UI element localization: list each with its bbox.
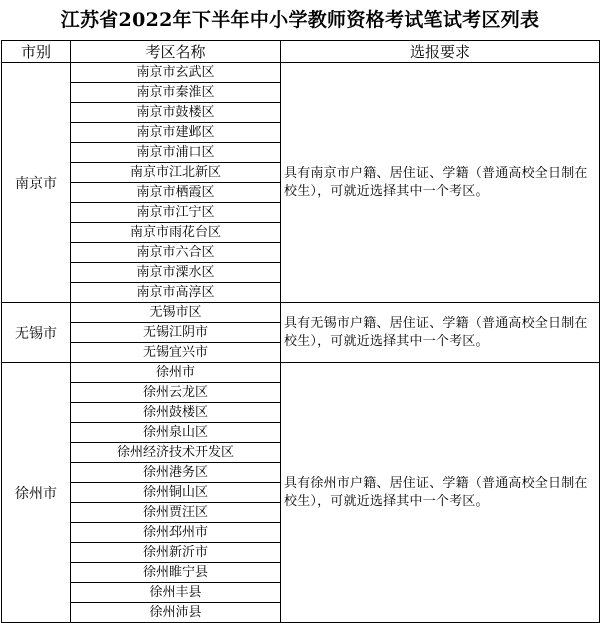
district-cell: 无锡江阴市 <box>71 323 281 343</box>
district-cell: 南京市江宁区 <box>71 203 281 223</box>
requirement-cell: 具有无锡市户籍、居住证、学籍（普通高校全日制在校生），可就近选择其中一个考区。 <box>281 303 600 363</box>
district-cell: 无锡宜兴市 <box>71 343 281 363</box>
district-cell: 无锡市区 <box>71 303 281 323</box>
district-cell: 南京市江北新区 <box>71 163 281 183</box>
header-requirement: 选报要求 <box>281 41 600 63</box>
district-cell: 徐州睢宁县 <box>71 563 281 583</box>
table-row <box>2 303 600 323</box>
district-cell: 南京市溧水区 <box>71 263 281 283</box>
district-cell: 徐州鼓楼区 <box>71 403 281 423</box>
table-header-row <box>2 41 600 63</box>
district-cell: 南京市玄武区 <box>71 63 281 83</box>
table-row <box>2 63 600 83</box>
district-cell: 南京市建邺区 <box>71 123 281 143</box>
city-cell: 南京市 <box>2 63 71 303</box>
requirement-cell: 具有南京市户籍、居住证、学籍（普通高校全日制在校生），可就近选择其中一个考区。 <box>281 63 600 303</box>
header-district: 考区名称 <box>71 41 281 63</box>
page-title: 江苏省2022年下半年中小学教师资格考试笔试考区列表 <box>60 9 540 31</box>
district-cell: 南京市浦口区 <box>71 143 281 163</box>
requirement-cell: 具有徐州市户籍、居住证、学籍（普通高校全日制在校生），可就近选择其中一个考区。 <box>281 363 600 623</box>
district-cell: 南京市鼓楼区 <box>71 103 281 123</box>
table-row <box>2 363 600 383</box>
district-cell: 徐州港务区 <box>71 463 281 483</box>
city-cell: 徐州市 <box>2 363 71 623</box>
district-cell: 徐州泉山区 <box>71 423 281 443</box>
district-cell: 徐州新沂市 <box>71 543 281 563</box>
district-cell: 徐州邳州市 <box>71 523 281 543</box>
district-cell: 南京市秦淮区 <box>71 83 281 103</box>
district-cell: 徐州云龙区 <box>71 383 281 403</box>
district-cell: 徐州市 <box>71 363 281 383</box>
header-city: 市别 <box>2 41 71 63</box>
district-cell: 徐州铜山区 <box>71 483 281 503</box>
district-cell: 南京市雨花台区 <box>71 223 281 243</box>
city-cell: 无锡市 <box>2 303 71 363</box>
district-cell: 南京市栖霞区 <box>71 183 281 203</box>
district-cell: 徐州沛县 <box>71 603 281 623</box>
district-cell: 南京市高淳区 <box>71 283 281 303</box>
table-body <box>2 63 600 623</box>
district-cell: 南京市六合区 <box>71 243 281 263</box>
exam-district-table <box>1 40 600 623</box>
district-cell: 徐州经济技术开发区 <box>71 443 281 463</box>
district-cell: 徐州丰县 <box>71 583 281 603</box>
district-cell: 徐州贾汪区 <box>71 503 281 523</box>
